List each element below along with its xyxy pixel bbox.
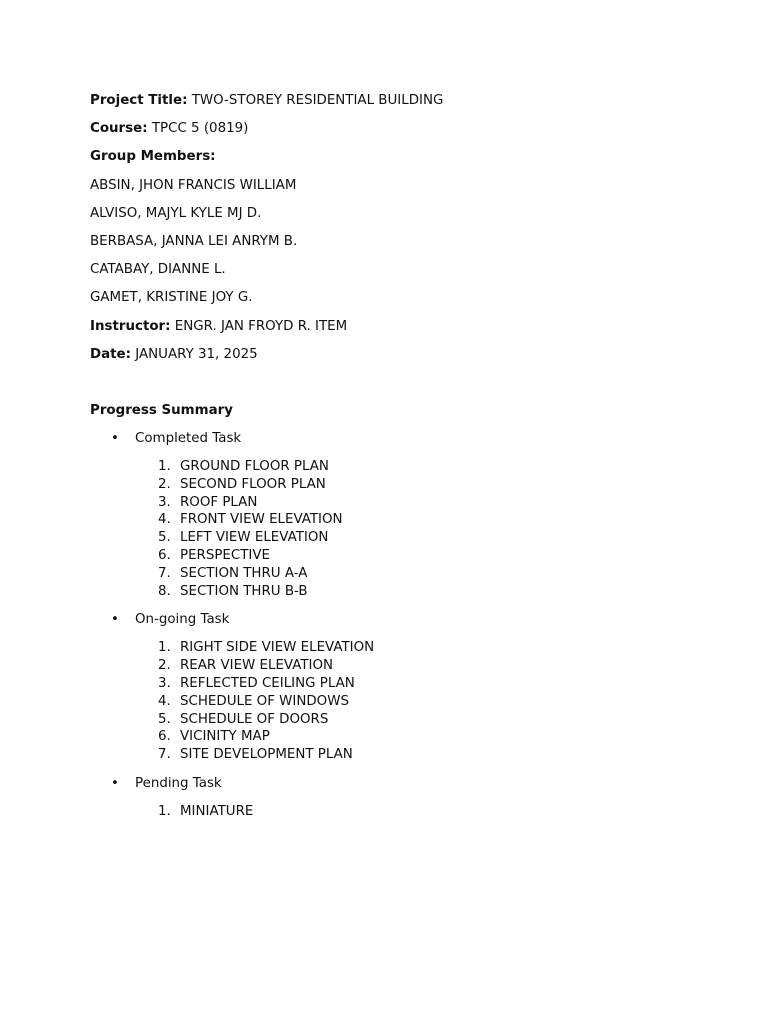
list-item [90, 458, 374, 476]
list-item [90, 529, 374, 547]
item-number: 6. [158, 729, 171, 745]
section-label: On-going Task [135, 612, 230, 628]
date-value: JANUARY 31, 2025 [135, 346, 258, 362]
item-number: 4. [158, 512, 171, 528]
completed-task-bullet [90, 430, 374, 448]
ongoing-task-bullet [90, 611, 374, 629]
item-text: REAR VIEW ELEVATION [180, 658, 334, 674]
group-members-label: Group Members: [90, 149, 216, 165]
pending-task-section [90, 775, 374, 821]
section-label: Pending Task [135, 775, 222, 791]
progress-summary-title: Progress Summary [90, 403, 233, 418]
item-text: MINIATURE [180, 803, 254, 819]
item-text: SCHEDULE OF DOORS [180, 711, 329, 727]
list-item [90, 803, 374, 821]
list-item [90, 547, 374, 565]
instructor-label: Instructor: [90, 318, 171, 334]
pending-task-list [90, 803, 374, 821]
item-text: SITE DEVELOPMENT PLAN [180, 747, 353, 763]
item-number: 3. [158, 494, 171, 510]
ongoing-task-list [90, 639, 374, 764]
item-text: LEFT VIEW ELEVATION [180, 530, 329, 546]
member-line: ALVISO, MAJYL KYLE MJ D. [90, 205, 262, 221]
project-title-line [90, 92, 443, 120]
course-label: Course: [90, 121, 148, 137]
course-value: TPCC 5 (0819) [151, 121, 249, 137]
item-number: 6. [158, 547, 171, 563]
pending-task-bullet [90, 775, 374, 793]
list-item [90, 494, 374, 512]
item-text: VICINITY MAP [180, 729, 270, 745]
item-text: SCHEDULE OF WINDOWS [180, 693, 349, 709]
member-line: CATABAY, DIANNE L. [90, 262, 226, 278]
bullet-icon: • [111, 775, 119, 791]
item-text: REFLECTED CEILING PLAN [180, 675, 355, 691]
bullet-icon: • [111, 431, 119, 446]
item-number: 5. [158, 530, 171, 546]
project-title-value: TWO-STOREY RESIDENTIAL BUILDING [191, 93, 444, 108]
item-text: RIGHT SIDE VIEW ELEVATION [180, 640, 375, 656]
item-number: 2. [158, 476, 171, 492]
member-line: ABSIN, JHON FRANCIS WILLIAM [90, 177, 297, 193]
item-number: 7. [158, 747, 171, 763]
bullet-icon: • [111, 612, 119, 628]
list-item [90, 728, 374, 746]
list-item [90, 746, 374, 764]
item-number: 8. [158, 583, 171, 599]
item-text: ROOF PLAN [180, 494, 258, 510]
item-number: 4. [158, 693, 171, 709]
item-text: SECTION THRU B-B [180, 583, 308, 599]
list-item [90, 657, 374, 675]
member-line: BERBASA, JANNA LEI ANRYM B. [90, 233, 298, 249]
progress-summary [90, 402, 374, 821]
item-number: 2. [158, 658, 171, 674]
item-number: 1. [158, 803, 171, 819]
item-text: FRONT VIEW ELEVATION [180, 512, 343, 528]
list-item [90, 511, 374, 529]
section-label: Completed Task [135, 431, 242, 446]
item-number: 3. [158, 675, 171, 691]
list-item [90, 693, 374, 711]
instructor-line [90, 318, 443, 346]
item-number: 5. [158, 711, 171, 727]
item-number: 1. [158, 459, 171, 474]
item-number: 1. [158, 640, 171, 656]
group-members-line [90, 148, 443, 176]
date-line [90, 346, 443, 374]
completed-task-list [90, 458, 374, 600]
list-item [90, 565, 374, 583]
ongoing-task-section [90, 611, 374, 764]
item-number: 7. [158, 565, 171, 581]
date-label: Date: [90, 346, 131, 362]
list-item [90, 639, 374, 657]
item-text: SECOND FLOOR PLAN [180, 476, 326, 492]
course-line [90, 120, 443, 148]
list-item [90, 675, 374, 693]
header-block [90, 92, 443, 374]
item-text: GROUND FLOOR PLAN [180, 459, 329, 474]
item-text: PERSPECTIVE [180, 547, 270, 563]
list-item [90, 583, 374, 601]
item-text: SECTION THRU A-A [180, 565, 308, 581]
member-line: GAMET, KRISTINE JOY G. [90, 290, 253, 306]
instructor-value: ENGR. JAN FROYD R. ITEM [174, 318, 348, 334]
completed-task-section [90, 430, 374, 600]
project-title-label: Project Title: [90, 93, 188, 108]
list-item [90, 711, 374, 729]
list-item [90, 476, 374, 494]
